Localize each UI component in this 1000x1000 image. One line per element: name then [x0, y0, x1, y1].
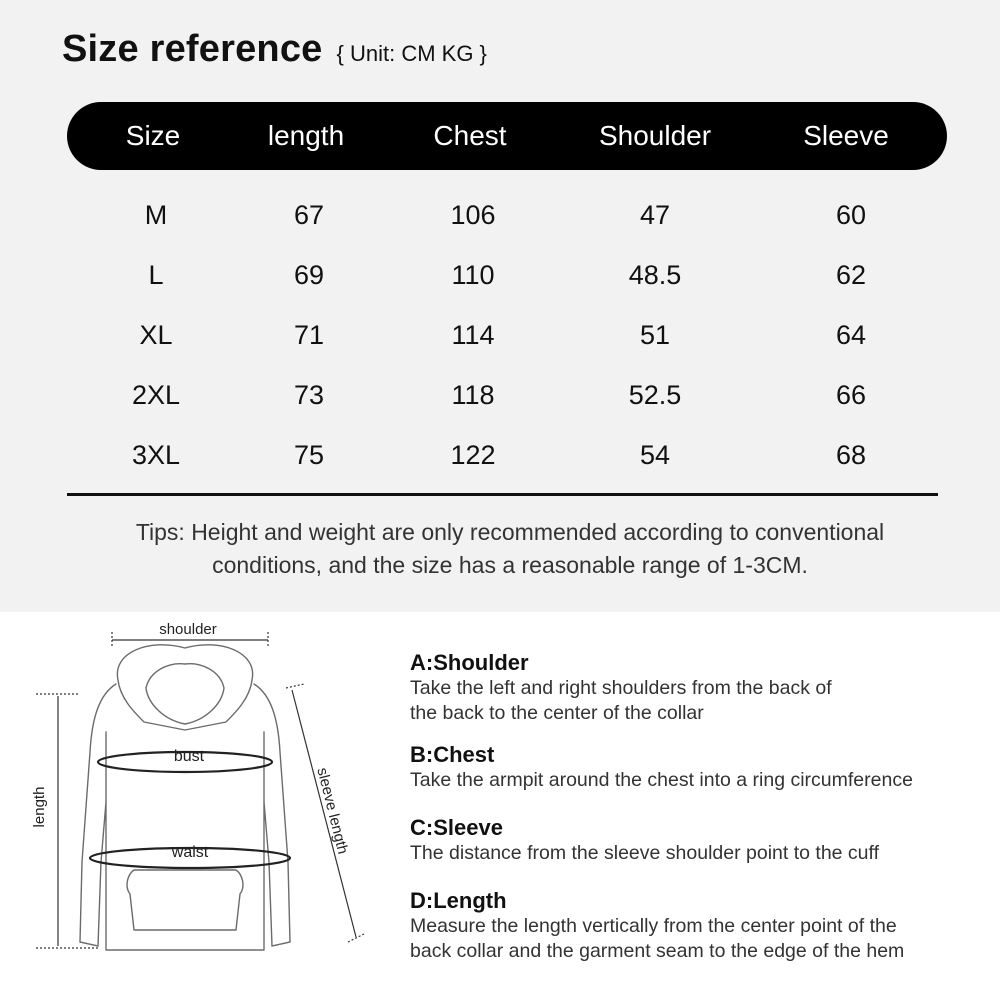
hood-outline: [117, 645, 252, 730]
measurement-length: [410, 888, 904, 964]
chest-cell: 114: [451, 320, 495, 350]
shoulder-label: shoulder: [159, 621, 217, 638]
size-cell: XL: [139, 320, 173, 350]
sleeve-cell: 66: [835, 380, 867, 410]
length-cell: 71: [293, 320, 325, 350]
length-cell: 75: [293, 440, 325, 470]
right-cuff: [272, 942, 290, 946]
measurement-text: Measure the length vertically from the center point of the: [410, 915, 897, 937]
title-row: [62, 28, 487, 71]
column-header-chest: Chest: [433, 120, 507, 151]
chest-cell: 106: [450, 200, 496, 230]
page-title: Size reference: [62, 28, 323, 70]
size-cell: L: [148, 260, 164, 290]
size-table-header: [67, 102, 947, 170]
measurement-text: The distance from the sleeve shoulder point to the cuff: [410, 842, 879, 864]
measurement-title: B:Chest: [410, 742, 495, 767]
sleeve-cell: 68: [835, 440, 867, 470]
measurement-text: Take the left and right shoulders from the back of: [410, 677, 832, 699]
chest-cell: 110: [451, 260, 495, 290]
shoulder-cell: 52.5: [628, 380, 682, 410]
sleeve-length-dimension-line: [292, 690, 356, 937]
size-cell: 2XL: [131, 380, 181, 410]
left-cuff: [80, 942, 98, 946]
table-bottom-rule: [67, 493, 938, 496]
column-header-sleeve: Sleeve: [803, 120, 889, 151]
measurement-chest: [410, 742, 913, 793]
measurement-text: the back to the center of the collar: [410, 702, 704, 724]
kangaroo-pocket: [127, 870, 243, 930]
measurement-title: C:Sleeve: [410, 815, 503, 840]
column-header-length: length: [267, 120, 345, 151]
column-header-shoulder: Shoulder: [598, 120, 712, 151]
shoulder-cell: 47: [639, 200, 671, 230]
length-label: length: [31, 786, 48, 828]
measurement-text: Take the armpit around the chest into a ring circumference: [410, 769, 913, 791]
size-cell: M: [144, 200, 168, 230]
measurement-sleeve: [410, 815, 879, 866]
measurement-guide-panel: [0, 612, 1000, 1000]
length-cell: 69: [293, 260, 325, 290]
measurement-text: back collar and the garment seam to the edge of the hem: [410, 940, 905, 962]
measurement-shoulder: [410, 650, 832, 726]
shoulder-cell: 54: [639, 440, 671, 470]
sleeve-cell: 62: [835, 260, 867, 290]
waist-label: waist: [171, 844, 209, 861]
table-row: [0, 260, 1000, 300]
column-header-size: Size: [125, 120, 181, 151]
unit-note: { Unit: CM KG }: [336, 41, 487, 66]
measurement-title: D:Length: [410, 888, 507, 913]
chest-cell: 122: [450, 440, 496, 470]
tips-line-1: Tips: Height and weight are only recommended according to conventional: [135, 519, 885, 545]
length-cell: 73: [293, 380, 325, 410]
table-row: [0, 380, 1000, 420]
table-row: [0, 440, 1000, 480]
table-row: [0, 320, 1000, 360]
bust-label: bust: [173, 748, 205, 765]
sleeve-cell: 64: [835, 320, 867, 350]
hoodie-diagram: [0, 612, 400, 1000]
chest-cell: 118: [451, 380, 495, 410]
size-cell: 3XL: [131, 440, 181, 470]
sleeve-cell: 60: [835, 200, 867, 230]
length-cell: 67: [293, 200, 325, 230]
hood-opening: [146, 664, 224, 724]
tips-line-2: conditions, and the size has a reasonable range of 1-3CM.: [212, 552, 808, 578]
table-row: [0, 200, 1000, 240]
shoulder-cell: 51: [639, 320, 671, 350]
sleeve-length-label: sleeve length: [313, 765, 352, 856]
tips-note: [60, 516, 960, 582]
shoulder-cell: 48.5: [628, 260, 682, 290]
measurement-title: A:Shoulder: [410, 650, 529, 675]
